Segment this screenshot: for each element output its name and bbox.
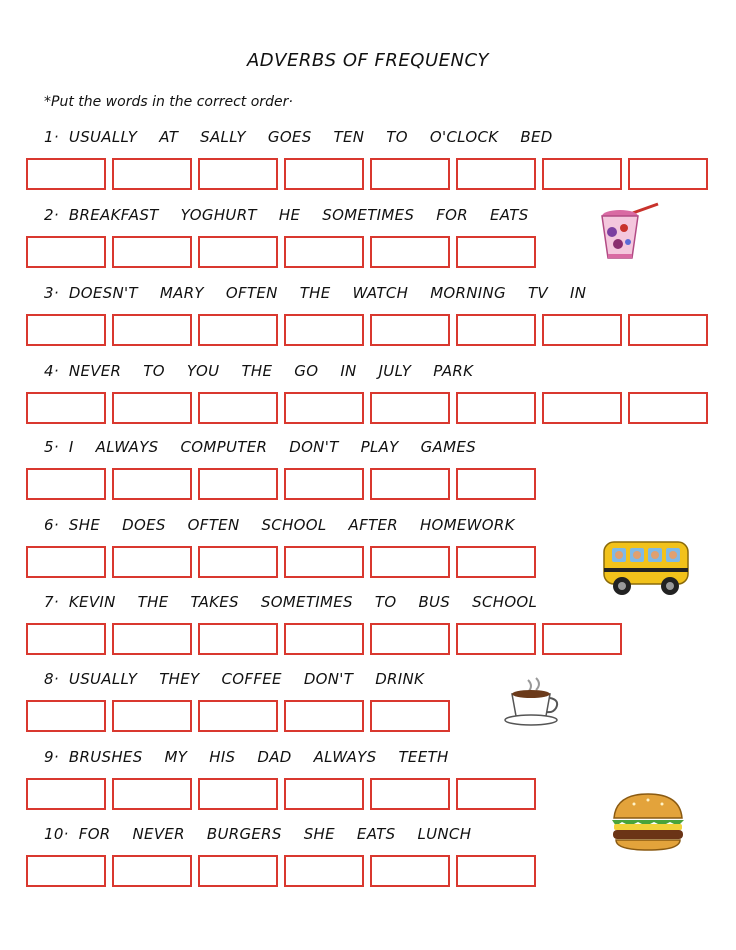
scrambled-word: I	[68, 438, 74, 456]
scrambled-word: OFTEN	[225, 284, 278, 302]
answer-box[interactable]	[26, 855, 106, 887]
answer-box[interactable]	[112, 468, 192, 500]
answer-box[interactable]	[26, 546, 106, 578]
exercise-number: 8·	[44, 670, 59, 688]
scrambled-word: DON'T	[289, 438, 339, 456]
answer-box[interactable]	[456, 392, 536, 424]
worksheet-title: ADVERBS OF FREQUENCY	[246, 50, 490, 71]
answer-box[interactable]	[284, 700, 364, 732]
answer-box[interactable]	[112, 700, 192, 732]
scrambled-word: NEVER	[68, 362, 122, 380]
answer-box[interactable]	[456, 314, 536, 346]
scrambled-word: SALLY	[200, 128, 246, 146]
scrambled-word: YOGHURT	[180, 206, 257, 224]
answer-box[interactable]	[370, 468, 450, 500]
exercise-number: 2·	[44, 206, 59, 224]
scrambled-word: BUS	[418, 593, 451, 611]
scrambled-word: FOR	[78, 825, 111, 843]
answer-box[interactable]	[198, 700, 278, 732]
scrambled-word: ALWAYS	[95, 438, 159, 456]
scrambled-word: DRINK	[375, 670, 425, 688]
answer-box[interactable]	[284, 623, 364, 655]
scrambled-word: PARK	[433, 362, 474, 380]
answer-box[interactable]	[112, 855, 192, 887]
scrambled-word: TEETH	[398, 748, 449, 766]
answer-box[interactable]	[26, 700, 106, 732]
answer-box[interactable]	[284, 392, 364, 424]
answer-box[interactable]	[26, 623, 106, 655]
answer-box[interactable]	[112, 314, 192, 346]
answer-box[interactable]	[198, 778, 278, 810]
scrambled-word: SOMETIMES	[260, 593, 353, 611]
scrambled-word: EATS	[490, 206, 529, 224]
answer-box[interactable]	[26, 468, 106, 500]
scrambled-word: IN	[569, 284, 587, 302]
scrambled-word: AT	[159, 128, 179, 146]
scrambled-word: PLAY	[360, 438, 399, 456]
scrambled-word: COFFEE	[221, 670, 282, 688]
scrambled-word: O'CLOCK	[429, 128, 499, 146]
scrambled-word: THE	[137, 593, 169, 611]
scrambled-word: THE	[299, 284, 331, 302]
exercise-prompt	[44, 362, 495, 380]
answer-box[interactable]	[284, 468, 364, 500]
scrambled-word: SHE	[68, 516, 101, 534]
scrambled-word: GAMES	[420, 438, 476, 456]
yoghurt-cup-icon	[596, 202, 666, 268]
scrambled-word: HOMEWORK	[419, 516, 515, 534]
scrambled-word: BREAKFAST	[68, 206, 159, 224]
answer-box[interactable]	[284, 778, 364, 810]
answer-box[interactable]	[26, 314, 106, 346]
answer-box[interactable]	[26, 236, 106, 268]
scrambled-word: KEVIN	[68, 593, 116, 611]
exercise-prompt	[44, 516, 537, 534]
answer-box[interactable]	[284, 158, 364, 190]
scrambled-word: DOESN'T	[68, 284, 138, 302]
scrambled-word: DOES	[122, 516, 166, 534]
answer-box[interactable]	[628, 392, 708, 424]
scrambled-word: MARY	[159, 284, 204, 302]
scrambled-word: SCHOOL	[261, 516, 327, 534]
answer-box[interactable]	[628, 158, 708, 190]
scrambled-word: TO	[143, 362, 165, 380]
answer-box[interactable]	[284, 855, 364, 887]
answer-box[interactable]	[198, 855, 278, 887]
scrambled-word: BRUSHES	[68, 748, 143, 766]
school-bus-icon	[600, 532, 696, 606]
scrambled-word: TO	[386, 128, 408, 146]
scrambled-word: HIS	[209, 748, 236, 766]
exercise-number: 5·	[44, 438, 59, 456]
answer-box[interactable]	[26, 158, 106, 190]
scrambled-word: SOMETIMES	[322, 206, 415, 224]
exercise-prompt	[44, 593, 559, 611]
answer-box[interactable]	[112, 623, 192, 655]
scrambled-word: IN	[340, 362, 357, 380]
scrambled-word: JULY	[378, 362, 412, 380]
scrambled-word: MY	[164, 748, 188, 766]
answer-box[interactable]	[628, 314, 708, 346]
answer-box[interactable]	[112, 546, 192, 578]
exercise-number: 7·	[44, 593, 59, 611]
exercise-prompt	[44, 128, 575, 146]
scrambled-word: SCHOOL	[472, 593, 538, 611]
exercise-number: 4·	[44, 362, 59, 380]
exercise-prompt	[44, 206, 551, 224]
answer-box[interactable]	[26, 392, 106, 424]
exercise-prompt	[44, 438, 498, 456]
scrambled-word: NEVER	[132, 825, 185, 843]
exercise-prompt	[44, 748, 471, 766]
scrambled-word: THE	[241, 362, 273, 380]
exercise-prompt	[44, 825, 493, 843]
answer-box[interactable]	[284, 546, 364, 578]
exercise-number: 10·	[44, 825, 69, 843]
answer-box[interactable]	[370, 700, 450, 732]
scrambled-word: ALWAYS	[313, 748, 377, 766]
scrambled-word: GO	[294, 362, 319, 380]
burger-icon	[608, 790, 688, 858]
answer-box[interactable]	[198, 546, 278, 578]
answer-box[interactable]	[370, 778, 450, 810]
answer-box[interactable]	[112, 158, 192, 190]
answer-box[interactable]	[112, 236, 192, 268]
scrambled-word: COMPUTER	[180, 438, 268, 456]
scrambled-word: SHE	[303, 825, 335, 843]
answer-box[interactable]	[456, 623, 536, 655]
answer-box[interactable]	[284, 236, 364, 268]
scrambled-word: BED	[520, 128, 553, 146]
scrambled-word: DON'T	[303, 670, 354, 688]
scrambled-word: WATCH	[352, 284, 409, 302]
answer-box[interactable]	[542, 314, 622, 346]
scrambled-word: AFTER	[348, 516, 398, 534]
answer-box[interactable]	[542, 392, 622, 424]
scrambled-word: YOU	[186, 362, 220, 380]
answer-box[interactable]	[370, 314, 450, 346]
answer-box[interactable]	[456, 778, 536, 810]
exercise-number: 9·	[44, 748, 59, 766]
scrambled-word: HE	[278, 206, 301, 224]
exercise-prompt	[44, 670, 446, 688]
exercise-number: 6·	[44, 516, 59, 534]
scrambled-word: TAKES	[190, 593, 239, 611]
exercise-number: 1·	[44, 128, 59, 146]
answer-box[interactable]	[370, 158, 450, 190]
answer-box[interactable]	[198, 158, 278, 190]
scrambled-word: TV	[527, 284, 548, 302]
answer-box[interactable]	[370, 546, 450, 578]
scrambled-word: LUNCH	[417, 825, 472, 843]
answer-box[interactable]	[198, 314, 278, 346]
scrambled-word: OFTEN	[187, 516, 240, 534]
answer-box[interactable]	[112, 392, 192, 424]
answer-box[interactable]	[198, 623, 278, 655]
answer-box[interactable]	[370, 623, 450, 655]
scrambled-word: TEN	[333, 128, 365, 146]
scrambled-word: USUALLY	[68, 670, 138, 688]
coffee-cup-icon	[502, 676, 566, 732]
answer-box[interactable]	[456, 236, 536, 268]
answer-box[interactable]	[456, 855, 536, 887]
exercise-prompt	[44, 284, 608, 302]
answer-box[interactable]	[542, 158, 622, 190]
scrambled-word: TO	[374, 593, 397, 611]
answer-box[interactable]	[198, 392, 278, 424]
answer-box[interactable]	[542, 623, 622, 655]
scrambled-word: FOR	[436, 206, 468, 224]
answer-box[interactable]	[456, 158, 536, 190]
answer-box[interactable]	[370, 236, 450, 268]
answer-box[interactable]	[370, 855, 450, 887]
exercise-number: 3·	[44, 284, 59, 302]
answer-box[interactable]	[198, 236, 278, 268]
answer-box[interactable]	[112, 778, 192, 810]
answer-box[interactable]	[456, 546, 536, 578]
answer-box[interactable]	[198, 468, 278, 500]
instruction-text: *Put the words in the correct order·	[44, 94, 293, 110]
scrambled-word: BURGERS	[206, 825, 282, 843]
scrambled-word: DAD	[257, 748, 292, 766]
scrambled-word: MORNING	[430, 284, 506, 302]
answer-box[interactable]	[370, 392, 450, 424]
answer-box[interactable]	[456, 468, 536, 500]
scrambled-word: USUALLY	[68, 128, 138, 146]
scrambled-word: THEY	[159, 670, 200, 688]
answer-box[interactable]	[284, 314, 364, 346]
answer-box[interactable]	[26, 778, 106, 810]
scrambled-word: GOES	[267, 128, 312, 146]
scrambled-word: EATS	[356, 825, 396, 843]
